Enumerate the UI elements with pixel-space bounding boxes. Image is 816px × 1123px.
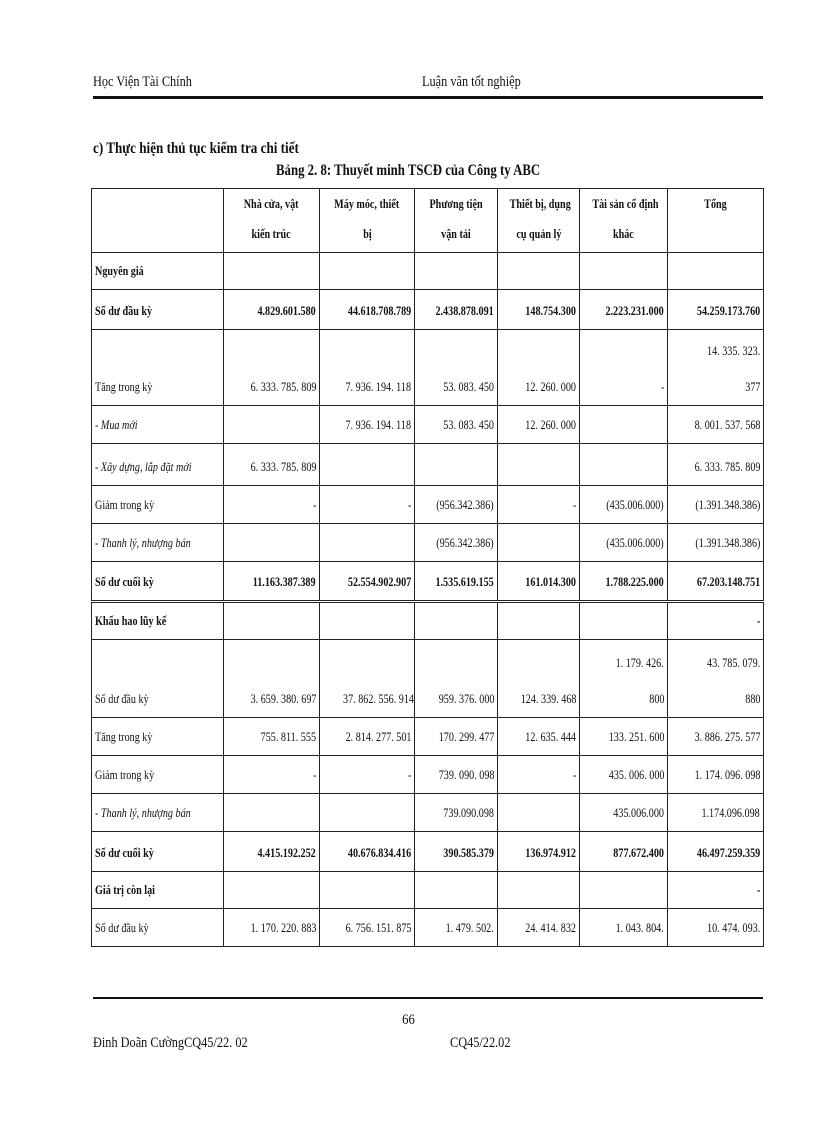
table-cell bbox=[415, 602, 498, 640]
table-cell bbox=[668, 562, 764, 602]
table-cell bbox=[580, 486, 668, 524]
table-cell bbox=[580, 330, 668, 406]
cell-value: 54.259.173.760 bbox=[696, 303, 760, 318]
table-cell bbox=[580, 444, 668, 486]
cell-value: 4.829.601.580 bbox=[257, 303, 316, 318]
table-cell bbox=[580, 562, 668, 602]
table-cell bbox=[415, 640, 498, 718]
cell-value: 1.535.619.155 bbox=[435, 574, 494, 589]
cell-value: 12. 635. 444 bbox=[525, 729, 576, 744]
row-label-text: Số dư đầu kỳ bbox=[95, 303, 153, 318]
table-row bbox=[92, 718, 764, 756]
section-title: c) Thực hiện thủ tục kiểm tra chi tiết bbox=[93, 140, 299, 157]
cell-value: - bbox=[756, 613, 760, 628]
column-header-line: vận tải bbox=[441, 226, 471, 241]
cell-value: 133. 251. 600 bbox=[608, 729, 664, 744]
cell-value: 10. 474. 093. bbox=[706, 920, 760, 935]
table-cell bbox=[580, 602, 668, 640]
table-row bbox=[92, 756, 764, 794]
table-cell bbox=[580, 406, 668, 444]
table-cell bbox=[224, 756, 320, 794]
table-cell bbox=[668, 872, 764, 909]
row-label bbox=[92, 718, 224, 756]
row-label bbox=[92, 444, 224, 486]
header-rule bbox=[93, 96, 763, 99]
cell-value: 1. 170. 220. 883 bbox=[250, 920, 316, 935]
column-header-line: Máy móc, thiết bbox=[334, 196, 400, 211]
table-cell bbox=[668, 909, 764, 947]
cell-value: 161.014.300 bbox=[525, 574, 576, 589]
cell-value: 755. 811. 555 bbox=[260, 729, 316, 744]
table-cell bbox=[498, 718, 580, 756]
table-cell bbox=[224, 406, 320, 444]
table-cell bbox=[320, 562, 415, 602]
cell-value: 1.174.096.098 bbox=[701, 805, 760, 820]
table-cell bbox=[668, 756, 764, 794]
table-cell bbox=[224, 718, 320, 756]
column-header-line: Phương tiện bbox=[429, 196, 483, 211]
table-cell bbox=[415, 486, 498, 524]
column-header-line: Nhà cửa, vật bbox=[244, 196, 299, 211]
cell-value: 377 bbox=[744, 379, 760, 394]
cell-value: (956.342.386) bbox=[436, 497, 494, 512]
row-label bbox=[92, 872, 224, 909]
table-cell bbox=[320, 602, 415, 640]
cell-value: 1. 043. 804. bbox=[615, 920, 664, 935]
table-cell bbox=[498, 444, 580, 486]
cell-value: 53. 083. 450 bbox=[443, 379, 494, 394]
column-header bbox=[92, 189, 224, 253]
table-cell bbox=[224, 524, 320, 562]
table-cell bbox=[498, 330, 580, 406]
table-row bbox=[92, 406, 764, 444]
table-row bbox=[92, 640, 764, 718]
table-cell bbox=[668, 794, 764, 832]
row-label-text: Tăng trong kỳ bbox=[95, 729, 153, 744]
table-cell bbox=[580, 756, 668, 794]
row-label-text: Số dư cuối kỳ bbox=[95, 574, 154, 589]
cell-value: 8. 001. 537. 568 bbox=[694, 417, 760, 432]
table-cell bbox=[498, 602, 580, 640]
table-cell bbox=[224, 253, 320, 290]
table-cell bbox=[580, 909, 668, 947]
table-cell bbox=[498, 832, 580, 872]
table-cell bbox=[320, 718, 415, 756]
table-cell bbox=[224, 444, 320, 486]
cell-value: - bbox=[572, 497, 576, 512]
cell-value: 739.090.098 bbox=[443, 805, 494, 820]
table-cell bbox=[498, 640, 580, 718]
cell-value: 44.618.708.789 bbox=[347, 303, 411, 318]
table-cell bbox=[580, 718, 668, 756]
table-cell bbox=[415, 330, 498, 406]
table-cell bbox=[224, 330, 320, 406]
cell-value: 7. 936. 194. 118 bbox=[345, 379, 411, 394]
table-cell bbox=[415, 444, 498, 486]
row-label bbox=[92, 794, 224, 832]
row-label bbox=[92, 640, 224, 718]
cell-value: 800 bbox=[648, 691, 664, 706]
cell-value: 390.585.379 bbox=[443, 845, 494, 860]
table-cell bbox=[498, 524, 580, 562]
table-cell bbox=[415, 718, 498, 756]
cell-value: 1. 179. 426. bbox=[615, 655, 664, 670]
cell-value: 40.676.834.416 bbox=[347, 845, 411, 860]
row-label bbox=[92, 406, 224, 444]
table-cell bbox=[668, 444, 764, 486]
row-label-text: - Mua mới bbox=[95, 417, 138, 432]
cell-value: 4.415.192.252 bbox=[257, 845, 316, 860]
cell-value: 67.203.148.751 bbox=[696, 574, 760, 589]
cell-value: (1.391.348.386) bbox=[694, 535, 760, 550]
column-header bbox=[668, 189, 764, 253]
column-header bbox=[498, 189, 580, 253]
cell-value: 880 bbox=[744, 691, 760, 706]
table-cell bbox=[224, 290, 320, 330]
table-cell bbox=[498, 909, 580, 947]
table-cell bbox=[320, 794, 415, 832]
cell-value: 7. 936. 194. 118 bbox=[345, 417, 411, 432]
row-label-text: - Thanh lý, nhượng bán bbox=[95, 805, 191, 820]
table-cell bbox=[668, 524, 764, 562]
table-cell bbox=[415, 909, 498, 947]
row-label bbox=[92, 562, 224, 602]
cell-value: 2.438.878.091 bbox=[435, 303, 494, 318]
table-row bbox=[92, 794, 764, 832]
table-cell bbox=[668, 290, 764, 330]
cell-value: 6. 756. 151. 875 bbox=[345, 920, 411, 935]
row-label bbox=[92, 524, 224, 562]
footer-author: Đinh Doãn CườngCQ45/22. 02 bbox=[93, 1035, 248, 1051]
column-header-line: Thiết bị, dụng bbox=[509, 196, 571, 211]
table-cell bbox=[320, 253, 415, 290]
table-cell bbox=[224, 602, 320, 640]
column-header bbox=[415, 189, 498, 253]
cell-value: 959. 376. 000 bbox=[438, 691, 494, 706]
row-label-text: - Thanh lý, nhượng bán bbox=[95, 535, 191, 550]
row-label bbox=[92, 602, 224, 640]
table-cell bbox=[415, 290, 498, 330]
table-cell bbox=[668, 253, 764, 290]
cell-value: 1. 174. 096. 098 bbox=[694, 767, 760, 782]
row-label bbox=[92, 909, 224, 947]
row-label-text: Giảm trong kỳ bbox=[95, 497, 155, 512]
fixed-asset-table bbox=[91, 188, 764, 947]
cell-value: - bbox=[660, 379, 664, 394]
table-cell bbox=[224, 562, 320, 602]
table-cell bbox=[580, 640, 668, 718]
table-cell bbox=[224, 640, 320, 718]
row-label bbox=[92, 832, 224, 872]
table-cell bbox=[580, 253, 668, 290]
table-row bbox=[92, 562, 764, 602]
row-label bbox=[92, 486, 224, 524]
cell-value: 435. 006. 000 bbox=[608, 767, 664, 782]
column-header-line: kiến trúc bbox=[251, 226, 292, 241]
table-cell bbox=[498, 290, 580, 330]
table-cell bbox=[320, 832, 415, 872]
table-cell bbox=[498, 253, 580, 290]
table-cell bbox=[668, 602, 764, 640]
table-title bbox=[0, 162, 816, 180]
page-number-text: 66 bbox=[401, 1012, 415, 1028]
table-cell bbox=[415, 872, 498, 909]
table-row bbox=[92, 524, 764, 562]
cell-value: 435.006.000 bbox=[613, 805, 664, 820]
table-row bbox=[92, 486, 764, 524]
row-label-text: Khấu hao lũy kế bbox=[95, 613, 167, 628]
table-cell bbox=[320, 909, 415, 947]
cell-value: 11.163.387.389 bbox=[253, 574, 316, 589]
table-cell bbox=[580, 872, 668, 909]
row-label-text: Nguyên giá bbox=[95, 263, 144, 278]
cell-value: 43. 785. 079. bbox=[706, 655, 760, 670]
column-header bbox=[224, 189, 320, 253]
cell-value: 24. 414. 832 bbox=[525, 920, 576, 935]
cell-value: 14. 335. 323. bbox=[706, 343, 760, 358]
table-cell bbox=[320, 872, 415, 909]
table-cell bbox=[320, 330, 415, 406]
table-row bbox=[92, 602, 764, 640]
table-cell bbox=[224, 872, 320, 909]
row-label bbox=[92, 756, 224, 794]
table-cell bbox=[320, 290, 415, 330]
cell-value: 3. 659. 380. 697 bbox=[250, 691, 316, 706]
row-label-text: - Xây dựng, lắp đặt mới bbox=[95, 459, 192, 474]
table-cell bbox=[320, 524, 415, 562]
cell-value: 739. 090. 098 bbox=[438, 767, 494, 782]
column-header-line: cụ quản lý bbox=[515, 226, 562, 241]
table-cell bbox=[580, 524, 668, 562]
cell-value: 877.672.400 bbox=[613, 845, 664, 860]
cell-value: 46.497.259.359 bbox=[696, 845, 760, 860]
cell-value: 12. 260. 000 bbox=[525, 417, 576, 432]
page-number bbox=[0, 1012, 816, 1029]
table-cell bbox=[580, 290, 668, 330]
table-cell bbox=[668, 406, 764, 444]
cell-value: (435.006.000) bbox=[606, 497, 664, 512]
column-header-line: bị bbox=[362, 226, 372, 241]
cell-value: (435.006.000) bbox=[606, 535, 664, 550]
cell-value: (956.342.386) bbox=[436, 535, 494, 550]
table-cell bbox=[668, 640, 764, 718]
footer-rule bbox=[93, 997, 763, 999]
table-cell bbox=[415, 756, 498, 794]
table-cell bbox=[320, 486, 415, 524]
table-row bbox=[92, 253, 764, 290]
table-cell bbox=[415, 562, 498, 602]
table-cell bbox=[415, 406, 498, 444]
table-cell bbox=[580, 832, 668, 872]
cell-value: - bbox=[407, 767, 411, 782]
cell-value: - bbox=[572, 767, 576, 782]
table-cell bbox=[498, 794, 580, 832]
cell-value: 1. 479. 502. bbox=[445, 920, 494, 935]
table-cell bbox=[320, 444, 415, 486]
table-row bbox=[92, 290, 764, 330]
cell-value: 3. 886. 275. 577 bbox=[694, 729, 760, 744]
cell-value: 37. 862. 556. 914 bbox=[343, 691, 414, 706]
table-row bbox=[92, 444, 764, 486]
cell-value: 6. 333. 785. 809 bbox=[250, 379, 316, 394]
cell-value: 2.223.231.000 bbox=[605, 303, 664, 318]
cell-value: (1.391.348.386) bbox=[694, 497, 760, 512]
row-label-text: Giảm trong kỳ bbox=[95, 767, 155, 782]
cell-value: 12. 260. 000 bbox=[525, 379, 576, 394]
table-cell bbox=[224, 832, 320, 872]
table-cell bbox=[498, 406, 580, 444]
table-row bbox=[92, 909, 764, 947]
table-cell bbox=[320, 756, 415, 794]
cell-value: 170. 299. 477 bbox=[438, 729, 494, 744]
table-row bbox=[92, 330, 764, 406]
table-cell bbox=[498, 562, 580, 602]
table-cell bbox=[320, 640, 415, 718]
row-label-text: Số dư đầu kỳ bbox=[95, 920, 149, 935]
table-cell bbox=[415, 794, 498, 832]
header-thesis-label: Luận văn tốt nghiệp bbox=[422, 74, 521, 90]
column-header bbox=[320, 189, 415, 253]
table-cell bbox=[320, 406, 415, 444]
row-label-text: Tăng trong kỳ bbox=[95, 379, 153, 394]
cell-value: 6. 333. 785. 809 bbox=[250, 459, 316, 474]
row-label bbox=[92, 290, 224, 330]
footer-class: CQ45/22.02 bbox=[450, 1035, 511, 1051]
table-cell bbox=[668, 718, 764, 756]
table-cell bbox=[668, 486, 764, 524]
row-label bbox=[92, 253, 224, 290]
column-header-line: khác bbox=[613, 226, 634, 241]
cell-value: 52.554.902.907 bbox=[347, 574, 411, 589]
cell-value: 53. 083. 450 bbox=[443, 417, 494, 432]
row-label-text: Số dư cuối kỳ bbox=[95, 845, 154, 860]
header-institution: Học Viện Tài Chính bbox=[93, 74, 192, 90]
column-header-line: Tổng bbox=[704, 196, 727, 211]
cell-value: 1.788.225.000 bbox=[605, 574, 664, 589]
table-cell bbox=[668, 330, 764, 406]
table-cell bbox=[224, 794, 320, 832]
row-label-text: Số dư đầu kỳ bbox=[95, 691, 149, 706]
cell-value: 6. 333. 785. 809 bbox=[694, 459, 760, 474]
column-header bbox=[580, 189, 668, 253]
table-row bbox=[92, 832, 764, 872]
table-title-text: Bảng 2. 8: Thuyết minh TSCĐ của Công ty ABC bbox=[275, 162, 541, 179]
table-cell bbox=[668, 832, 764, 872]
table-cell bbox=[224, 486, 320, 524]
table-cell bbox=[415, 253, 498, 290]
row-label bbox=[92, 330, 224, 406]
table-cell bbox=[415, 832, 498, 872]
row-label-text: Giá trị còn lại bbox=[95, 882, 155, 897]
cell-value: 136.974.912 bbox=[525, 845, 576, 860]
cell-value: - bbox=[312, 767, 316, 782]
column-header-line: Tài sản cố định bbox=[592, 196, 659, 211]
cell-value: 124. 339. 468 bbox=[520, 691, 576, 706]
table-cell bbox=[498, 872, 580, 909]
table-cell bbox=[498, 756, 580, 794]
cell-value: - bbox=[756, 882, 760, 897]
table-cell bbox=[580, 794, 668, 832]
table-cell bbox=[224, 909, 320, 947]
table-cell bbox=[415, 524, 498, 562]
cell-value: 148.754.300 bbox=[525, 303, 576, 318]
cell-value: - bbox=[407, 497, 411, 512]
table-cell bbox=[498, 486, 580, 524]
cell-value: - bbox=[312, 497, 316, 512]
table-header-row bbox=[92, 189, 764, 253]
table-row bbox=[92, 872, 764, 909]
cell-value: 2. 814. 277. 501 bbox=[345, 729, 411, 744]
